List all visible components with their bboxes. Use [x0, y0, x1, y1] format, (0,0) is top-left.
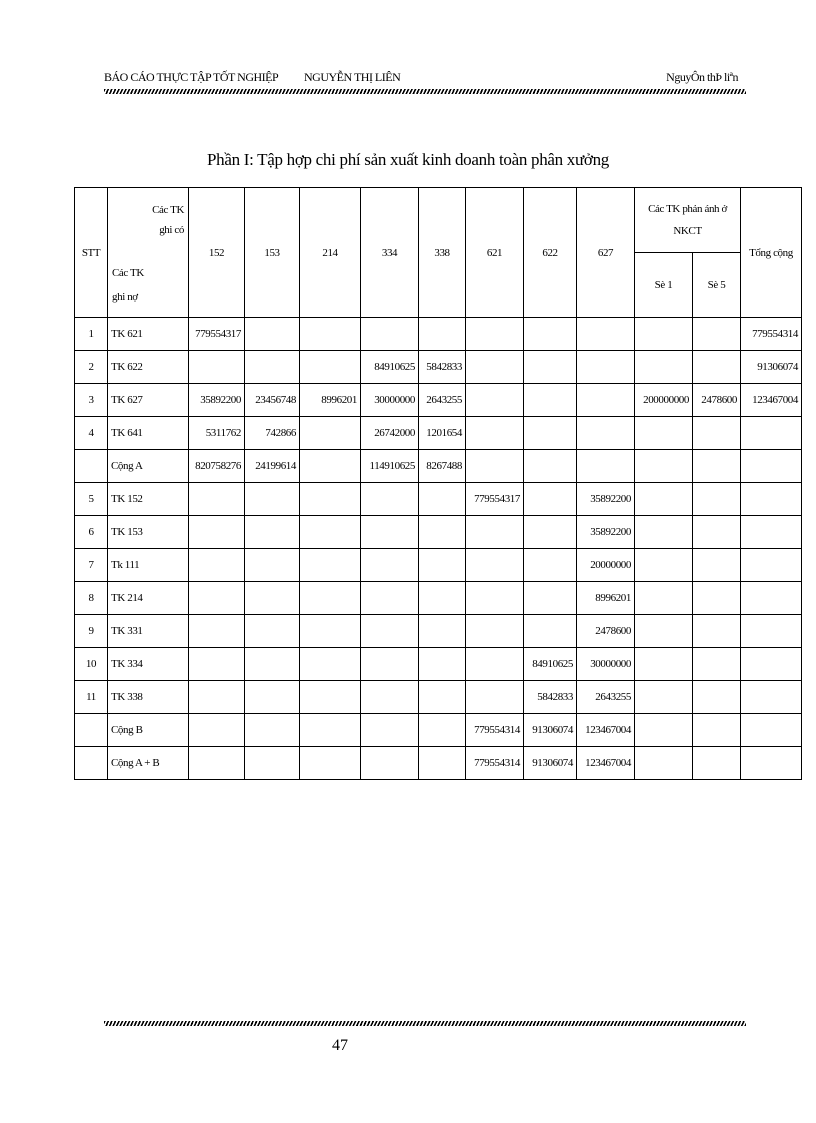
account-cell: Tk 111: [108, 549, 189, 582]
cell-338: 2643255: [419, 384, 466, 417]
cell-338: [419, 483, 466, 516]
so1-header: Sè 1: [635, 253, 693, 318]
cell-214: [300, 615, 361, 648]
cell-622: [524, 549, 577, 582]
cell-622: [524, 450, 577, 483]
col-header-338: 338: [419, 188, 466, 318]
cell-338: [419, 648, 466, 681]
cell-621: [466, 318, 524, 351]
cell-621: [466, 351, 524, 384]
stt-cell: 11: [75, 681, 108, 714]
table-row: [75, 714, 802, 747]
cell-214: 8996201: [300, 384, 361, 417]
cell-152: [189, 714, 245, 747]
cell-total: 123467004: [741, 384, 802, 417]
cell-334: 26742000: [361, 417, 419, 450]
cell-622: [524, 384, 577, 417]
cell-214: [300, 450, 361, 483]
cell-152: [189, 483, 245, 516]
cell-334: [361, 549, 419, 582]
author-name-encoded: NguyÔn thÞ liªn: [666, 70, 738, 84]
stt-cell: 1: [75, 318, 108, 351]
cell-621: [466, 516, 524, 549]
cell-334: [361, 318, 419, 351]
cell-so1: [635, 549, 693, 582]
cell-621: 779554314: [466, 747, 524, 780]
account-cell: TK 641: [108, 417, 189, 450]
cell-152: [189, 681, 245, 714]
cell-214: [300, 516, 361, 549]
cell-so5: 2478600: [693, 384, 741, 417]
cell-so1: [635, 615, 693, 648]
account-cell: TK 334: [108, 648, 189, 681]
cell-622: 91306074: [524, 747, 577, 780]
cell-152: 5311762: [189, 417, 245, 450]
stt-cell: 9: [75, 615, 108, 648]
cell-152: [189, 582, 245, 615]
cell-621: [466, 582, 524, 615]
cell-total: [741, 582, 802, 615]
cell-153: [245, 648, 300, 681]
col-header-152: 152: [189, 188, 245, 318]
cell-so1: [635, 483, 693, 516]
cell-so5: [693, 714, 741, 747]
table-row: [75, 384, 802, 417]
cell-627: 123467004: [577, 714, 635, 747]
cell-334: [361, 747, 419, 780]
cell-so5: [693, 549, 741, 582]
account-cell: TK 214: [108, 582, 189, 615]
cell-338: [419, 549, 466, 582]
cell-153: [245, 351, 300, 384]
cell-153: 24199614: [245, 450, 300, 483]
stt-cell: 5: [75, 483, 108, 516]
cell-so5: [693, 615, 741, 648]
cell-152: [189, 351, 245, 384]
cell-153: [245, 483, 300, 516]
debit-accounts-label: Các TK: [112, 267, 144, 279]
account-cell: Cộng A: [108, 450, 189, 483]
section-title: Phần I: Tập hợp chi phí sản xuất kinh doanh toàn phân xưởng: [206, 150, 609, 169]
cell-627: 123467004: [577, 747, 635, 780]
cell-so5: [693, 648, 741, 681]
table-row: [75, 615, 802, 648]
account-cell: TK 622: [108, 351, 189, 384]
stt-cell: 7: [75, 549, 108, 582]
cell-153: [245, 714, 300, 747]
cell-622: 84910625: [524, 648, 577, 681]
cell-214: [300, 648, 361, 681]
cell-621: [466, 615, 524, 648]
cell-627: 2478600: [577, 615, 635, 648]
cell-338: [419, 516, 466, 549]
cell-total: [741, 450, 802, 483]
cell-so1: [635, 450, 693, 483]
cell-total: [741, 747, 802, 780]
stt-cell: [75, 747, 108, 780]
cell-627: 35892200: [577, 516, 635, 549]
cell-334: [361, 648, 419, 681]
cell-338: [419, 582, 466, 615]
cell-627: [577, 351, 635, 384]
cell-153: [245, 516, 300, 549]
account-cell: TK 338: [108, 681, 189, 714]
cell-153: [245, 681, 300, 714]
page-number: 47: [332, 1037, 348, 1054]
cell-total: [741, 648, 802, 681]
account-cell: TK 627: [108, 384, 189, 417]
cell-627: 35892200: [577, 483, 635, 516]
col-header-622: 622: [524, 188, 577, 318]
cell-total: [741, 483, 802, 516]
cell-622: [524, 318, 577, 351]
stt-cell: [75, 450, 108, 483]
cell-334: [361, 615, 419, 648]
cell-627: 30000000: [577, 648, 635, 681]
account-cell: Cộng B: [108, 714, 189, 747]
cell-627: [577, 318, 635, 351]
cell-621: [466, 681, 524, 714]
cell-627: 20000000: [577, 549, 635, 582]
nkct-header: [635, 188, 741, 253]
cell-153: [245, 747, 300, 780]
stt-cell: 10: [75, 648, 108, 681]
table-row: [75, 417, 802, 450]
report-title-header: BÁO CÁO THỰC TẬP TỐT NGHIỆP: [104, 70, 279, 84]
cell-621: [466, 417, 524, 450]
cell-214: [300, 483, 361, 516]
cell-so5: [693, 450, 741, 483]
cell-627: [577, 450, 635, 483]
cell-so5: [693, 681, 741, 714]
cell-total: [741, 549, 802, 582]
cell-152: [189, 648, 245, 681]
credit-label: ghi có: [159, 224, 184, 236]
stt-cell: 6: [75, 516, 108, 549]
table-row: [75, 549, 802, 582]
stt-cell: 3: [75, 384, 108, 417]
nkct-label-line2: NKCT: [673, 225, 702, 237]
cell-334: 84910625: [361, 351, 419, 384]
cell-622: [524, 582, 577, 615]
cell-so1: [635, 351, 693, 384]
table-row: [75, 483, 802, 516]
cell-627: 2643255: [577, 681, 635, 714]
cell-622: 91306074: [524, 714, 577, 747]
stt-cell: 2: [75, 351, 108, 384]
cell-so1: [635, 417, 693, 450]
cell-so1: [635, 318, 693, 351]
cell-338: [419, 681, 466, 714]
cell-so1: [635, 714, 693, 747]
cell-total: [741, 714, 802, 747]
cell-214: [300, 582, 361, 615]
cell-338: [419, 615, 466, 648]
cell-338: [419, 714, 466, 747]
cell-153: [245, 549, 300, 582]
stt-cell: 4: [75, 417, 108, 450]
cell-334: 30000000: [361, 384, 419, 417]
cell-so1: [635, 648, 693, 681]
cell-338: [419, 318, 466, 351]
header-rule: [104, 89, 746, 94]
cell-622: [524, 351, 577, 384]
cell-152: [189, 615, 245, 648]
cell-so5: [693, 318, 741, 351]
cell-so5: [693, 516, 741, 549]
cell-334: [361, 714, 419, 747]
table-row: [75, 582, 802, 615]
credit-accounts-label: Các TK: [152, 204, 184, 216]
cell-621: [466, 384, 524, 417]
cell-214: [300, 351, 361, 384]
cell-334: [361, 516, 419, 549]
stt-cell: 8: [75, 582, 108, 615]
table-row: [75, 516, 802, 549]
cell-total: [741, 417, 802, 450]
account-cell: Cộng A + B: [108, 747, 189, 780]
cell-total: 779554314: [741, 318, 802, 351]
table-row: [75, 351, 802, 384]
cell-153: [245, 615, 300, 648]
col-header-621: 621: [466, 188, 524, 318]
col-header-153: 153: [245, 188, 300, 318]
cell-152: 820758276: [189, 450, 245, 483]
header-row-1: [75, 188, 802, 253]
cell-627: [577, 384, 635, 417]
cell-152: [189, 516, 245, 549]
cell-622: [524, 615, 577, 648]
cell-214: [300, 318, 361, 351]
col-header-334: 334: [361, 188, 419, 318]
cell-so5: [693, 417, 741, 450]
cell-152: [189, 747, 245, 780]
cell-338: 1201654: [419, 417, 466, 450]
cell-334: [361, 483, 419, 516]
cell-153: [245, 318, 300, 351]
cell-338: 8267488: [419, 450, 466, 483]
cell-total: [741, 516, 802, 549]
cell-621: [466, 648, 524, 681]
cell-338: [419, 747, 466, 780]
account-cell: TK 152: [108, 483, 189, 516]
nkct-label-line1: Các TK phản ánh ở: [648, 203, 727, 215]
cell-so5: [693, 747, 741, 780]
cell-621: [466, 549, 524, 582]
cell-627: 8996201: [577, 582, 635, 615]
account-cell: TK 331: [108, 615, 189, 648]
cell-622: 5842833: [524, 681, 577, 714]
cell-214: [300, 549, 361, 582]
cell-334: [361, 582, 419, 615]
cell-so1: [635, 681, 693, 714]
table-row: [75, 681, 802, 714]
diagonal-header-cell: [108, 188, 189, 318]
cell-152: 35892200: [189, 384, 245, 417]
cell-so5: [693, 582, 741, 615]
cell-so5: [693, 351, 741, 384]
cell-214: [300, 417, 361, 450]
cell-621: 779554314: [466, 714, 524, 747]
cell-so1: [635, 582, 693, 615]
cell-334: 114910625: [361, 450, 419, 483]
cell-total: [741, 681, 802, 714]
cell-153: 23456748: [245, 384, 300, 417]
table-row: [75, 648, 802, 681]
cell-152: [189, 549, 245, 582]
debit-label: ghi nợ: [112, 291, 138, 303]
table-row: [75, 450, 802, 483]
cell-152: 779554317: [189, 318, 245, 351]
cell-622: [524, 417, 577, 450]
account-cell: TK 621: [108, 318, 189, 351]
total-header: Tổng cộng: [741, 188, 802, 318]
stt-header: STT: [75, 188, 108, 318]
cell-so5: [693, 483, 741, 516]
cell-so1: [635, 747, 693, 780]
so5-header: Sè 5: [693, 253, 741, 318]
cell-621: [466, 450, 524, 483]
cell-622: [524, 516, 577, 549]
cell-334: [361, 681, 419, 714]
table-row: [75, 318, 802, 351]
stt-cell: [75, 714, 108, 747]
col-header-627: 627: [577, 188, 635, 318]
cell-338: 5842833: [419, 351, 466, 384]
page-header: [104, 66, 746, 88]
author-name-header: NGUYỄN THỊ LIÊN: [304, 70, 401, 84]
cell-621: 779554317: [466, 483, 524, 516]
cell-153: 742866: [245, 417, 300, 450]
cost-summary-table: [74, 187, 802, 780]
cell-622: [524, 483, 577, 516]
cell-214: [300, 747, 361, 780]
cell-627: [577, 417, 635, 450]
cell-so1: [635, 516, 693, 549]
cell-153: [245, 582, 300, 615]
cell-214: [300, 681, 361, 714]
table-row: [75, 747, 802, 780]
cell-214: [300, 714, 361, 747]
account-cell: TK 153: [108, 516, 189, 549]
cell-total: [741, 615, 802, 648]
cell-so1: 200000000: [635, 384, 693, 417]
col-header-214: 214: [300, 188, 361, 318]
footer-rule: [104, 1021, 746, 1026]
cell-total: 91306074: [741, 351, 802, 384]
